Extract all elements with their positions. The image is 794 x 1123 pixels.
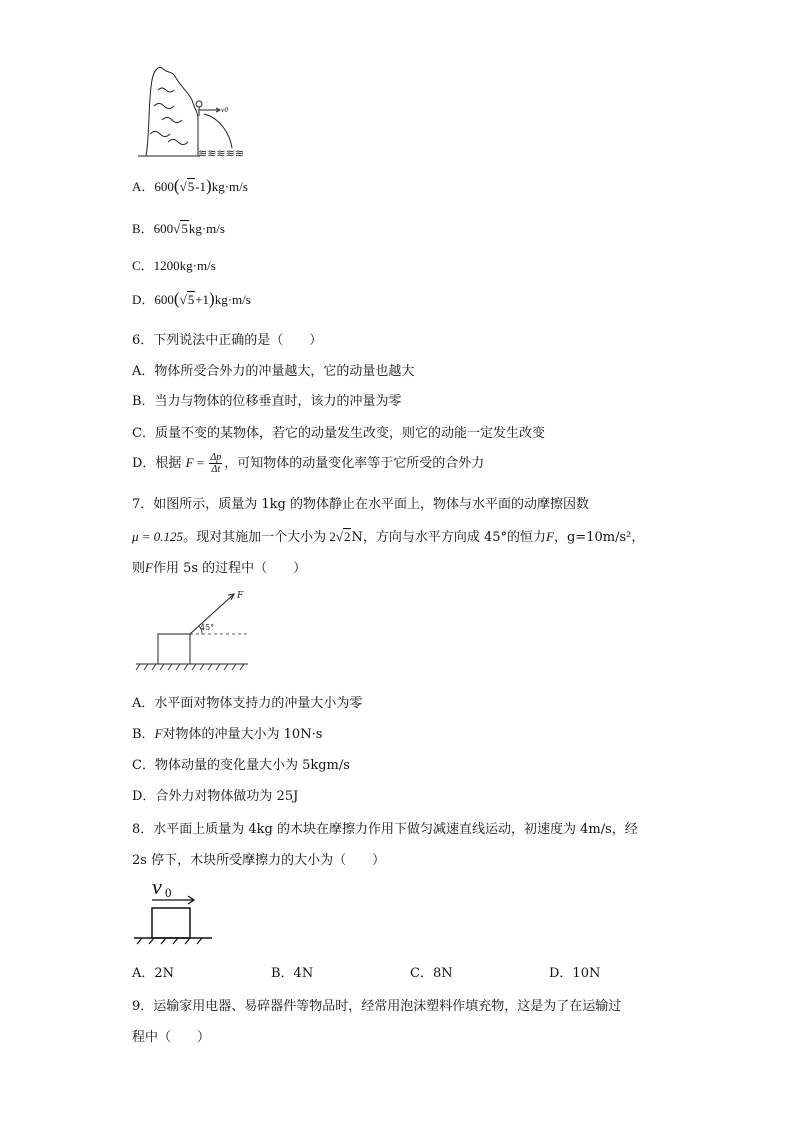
q7-option-d[interactable]: D．合外力对物体做功为 25J [132, 789, 299, 804]
q8-option-a[interactable]: A．2N [132, 966, 175, 981]
q9-line2: 程中（ ） [132, 1030, 211, 1045]
q5-option-c[interactable]: C．1200kg·m/s [132, 258, 216, 273]
block-force-figure [130, 588, 260, 674]
angle-label: 45° [200, 623, 215, 632]
q8-options [132, 962, 600, 981]
cliff-jump-figure [138, 62, 268, 162]
q8-line2: 2s 停下，木块所受摩擦力的大小为（ ） [132, 853, 386, 868]
q8-line1: 8．水平面上质量为 4kg 的木块在摩擦力作用下做匀减速直线运动，初速度为 4m/s，经 [132, 822, 638, 837]
q5-option-d[interactable]: D．600(√5+1)kg·m/s [132, 289, 251, 308]
water-waves-icon: ≋≋≋≋≋ [198, 147, 245, 160]
q6-option-b[interactable]: B．当力与物体的位移垂直时，该力的冲量为零 [132, 394, 402, 409]
v0-subscript: 0 [165, 885, 172, 900]
q9-line1: 9．运输家用电器、易碎器件等物品时，经常用泡沫塑料作填充物，这是为了在运输过 [132, 999, 622, 1014]
q8-option-c[interactable]: C．8N [410, 966, 453, 981]
q5-option-b[interactable]: B．600√5kg·m/s [132, 221, 225, 236]
q8-option-d[interactable]: D．10N [549, 966, 601, 981]
q5-option-a[interactable]: A．600(√5-1)kg·m/s [132, 176, 248, 195]
q7-line2: μ = 0.125。现对其施加一个大小为 2√2N，方向与水平方向成 45°的恒力F，g=10m/s²， [132, 529, 645, 545]
q7-option-b[interactable]: B．F对物体的冲量大小为 10N·s [132, 726, 323, 742]
v0-label: v0 [221, 107, 229, 114]
q6-option-d[interactable]: D．根据 F = $\frac{\Delta p}{\Delta t}$ ，可知物体的动量变化率等于它所受的合外力 [132, 452, 485, 475]
q6-stem: 6．下列说法中正确的是（ ） [132, 333, 323, 348]
force-label: F [237, 591, 244, 601]
q7-option-a[interactable]: A．水平面对物体支持力的冲量大小为零 [132, 696, 363, 711]
q7-line1: 7．如图所示，质量为 1kg 的物体静止在水平面上，物体与水平面的动摩擦因数 [132, 497, 590, 512]
sliding-block-figure [132, 874, 216, 946]
v0-symbol: v [152, 874, 162, 899]
q6-option-c[interactable]: C．质量不变的某物体，若它的动量发生改变，则它的动能一定发生改变 [132, 426, 545, 441]
q7-option-c[interactable]: C．物体动量的变化量大小为 5kgm/s [132, 758, 350, 773]
q8-option-b[interactable]: B．4N [271, 966, 314, 981]
q6-option-a[interactable]: A．物体所受合外力的冲量越大，它的动量也越大 [132, 364, 415, 379]
q7-line3: 则F作用 5s 的过程中（ ） [132, 560, 307, 576]
